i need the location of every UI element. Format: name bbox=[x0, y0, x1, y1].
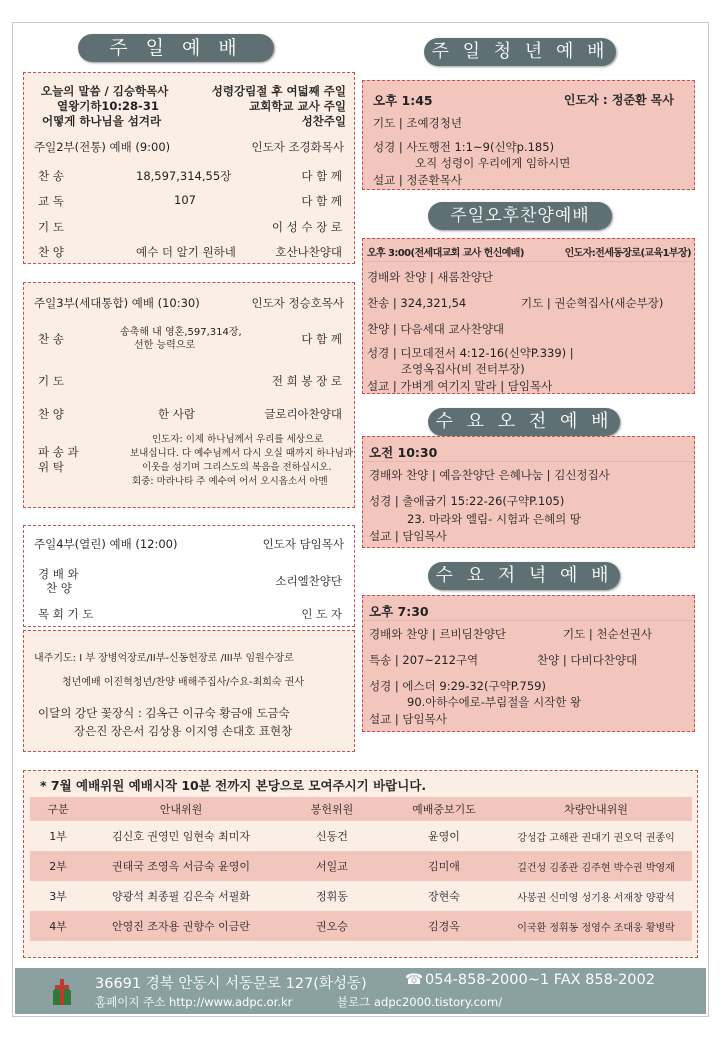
duty-header-guide: 안내위원 bbox=[86, 797, 276, 821]
part2-hymn-value: 18,597,314,55장 bbox=[136, 169, 232, 183]
part3-mission-line-1: 인도자: 이제 하나님께서 우리를 세상으로 bbox=[152, 434, 324, 445]
duty-cell: 서일교 bbox=[276, 851, 388, 881]
part4-prayer-label: 목 회 기 도 bbox=[38, 607, 94, 621]
part4-leader: 인도자 담임목사 bbox=[262, 537, 344, 551]
wed-am-time: 오전 10:30 bbox=[369, 445, 438, 460]
footer-blog[interactable]: 블로그 adpc2000.tistory.com/ bbox=[337, 995, 503, 1009]
part4-box bbox=[23, 525, 355, 627]
afternoon-prayer: 기도 | 권순혁집사(새순부장) bbox=[521, 296, 664, 310]
duty-cell: 이국환 정휘동 정영수 조대웅 황병락 bbox=[500, 911, 692, 941]
notes-line-1: 내주기도: I 부 장병억장로/II부-신동헌장로 /III부 임원수장로 bbox=[34, 653, 294, 664]
part3-praise-label: 찬 양 bbox=[38, 407, 64, 421]
footer bbox=[15, 968, 706, 1014]
duty-cell: 양광석 최종필 김은숙 서필화 bbox=[86, 881, 276, 911]
sunday-service-title: 주 일 예 배 bbox=[78, 34, 274, 62]
part2-praise-who: 호산나찬양대 bbox=[275, 245, 342, 259]
youth-scripture-1: 성경 | 사도행전 1:1~9(신약p.185) bbox=[373, 140, 555, 154]
wed-evening-title: 수 요 저 녁 예 배 bbox=[428, 562, 620, 590]
sunday-note-3: 성찬주일 bbox=[301, 114, 346, 128]
part4-praise-who: 소리엘찬양단 bbox=[275, 574, 342, 588]
duty-cell: 사봉권 신미영 성기용 서재창 양광석 bbox=[500, 881, 692, 911]
sermon-label: 오늘의 말씀 / 김승학목사 bbox=[41, 84, 169, 98]
wed-morning-box bbox=[362, 436, 695, 548]
afternoon-praise: 경배와 찬양 | 새롬찬양단 bbox=[367, 270, 493, 284]
wed-pm-prayer: 기도 | 천순선권사 bbox=[563, 627, 652, 641]
afternoon-scripture-1: 성경 | 디모데전서 4:12-16(신약P.339) | bbox=[367, 346, 574, 360]
wed-pm-time: 오후 7:30 bbox=[369, 604, 429, 619]
part2-hymn-who: 다 함 께 bbox=[301, 169, 342, 183]
wed-pm-special: 특송 | 207~212구역 bbox=[369, 653, 479, 667]
afternoon-choir: 찬양 | 다음세대 교사찬양대 bbox=[367, 322, 505, 336]
afternoon-scripture-2: 조영옥집사(비 전터부장) bbox=[401, 362, 525, 376]
duty-header-row bbox=[30, 797, 692, 821]
afternoon-service-title: 주일오후찬양예배 bbox=[428, 202, 612, 230]
wed-evening-box bbox=[362, 595, 695, 732]
phone-icon: ☎ bbox=[405, 972, 424, 988]
duty-cell: 장현숙 bbox=[388, 881, 500, 911]
duty-cell: 김미애 bbox=[388, 851, 500, 881]
afternoon-leader: 인도자:전세동장로(교육1부장) bbox=[564, 248, 691, 259]
sermon-passage: 열왕기하10:28-31 bbox=[57, 99, 159, 113]
sunday-note-2: 교회학교 교사 주일 bbox=[249, 99, 346, 113]
part2-praise-value: 예수 더 알기 원하네 bbox=[136, 245, 236, 259]
part3-mission-line-3: 이웃을 섬기며 그리스도의 복음을 전하십시오. bbox=[142, 462, 332, 473]
wed-am-scripture-1: 성경 | 출애굽기 15:22-26(구약P.105) bbox=[369, 494, 565, 508]
table-row bbox=[30, 851, 692, 881]
part4-prayer-who: 인 도 자 bbox=[301, 607, 342, 621]
youth-scripture-2: 오직 성령이 우리에게 임하시면 bbox=[415, 156, 571, 170]
afternoon-header: 오후 3:00(전세대교회 교사 헌신예배) bbox=[367, 248, 524, 259]
part3-header: 주일3부(세대통합) 예배 (10:30) bbox=[34, 296, 200, 310]
part3-prayer-label: 기 도 bbox=[38, 374, 64, 388]
wed-pm-scripture-1: 성경 | 에스더 9:29-32(구약P.759) bbox=[369, 679, 546, 693]
youth-service-title: 주 일 청 년 예 배 bbox=[424, 38, 616, 66]
duty-header-part: 구분 bbox=[30, 797, 86, 821]
footer-phone: 054-858-2000~1 FAX 858-2002 bbox=[425, 972, 655, 988]
youth-leader: 인도자 : 정준환 목사 bbox=[563, 93, 674, 107]
youth-time: 오후 1:45 bbox=[373, 93, 433, 108]
part3-hymn-value-1: 송축해 내 영혼,597,314장, bbox=[120, 327, 242, 338]
duty-cell: 강성갑 고해관 권대기 권오덕 권종익 bbox=[500, 821, 692, 851]
part2-leader: 인도자 조경화목사 bbox=[251, 140, 344, 154]
table-row bbox=[30, 881, 692, 911]
part3-mission-label-2: 위 탁 bbox=[38, 460, 64, 474]
part3-box bbox=[23, 282, 355, 508]
church-cross-logo bbox=[49, 977, 75, 1011]
part3-hymn-who: 다 함 께 bbox=[301, 332, 342, 346]
part2-reading-label: 교 독 bbox=[38, 194, 64, 208]
duty-cell: 2부 bbox=[30, 851, 86, 881]
part3-praise-value: 한 사람 bbox=[158, 407, 195, 421]
afternoon-box bbox=[362, 238, 695, 394]
duty-cell: 김신호 권영민 임현숙 최미자 bbox=[86, 821, 276, 851]
duty-cell: 4부 bbox=[30, 911, 86, 941]
youth-sermon: 설교 | 정준환목사 bbox=[373, 173, 462, 187]
duty-cell: 윤영이 bbox=[388, 821, 500, 851]
afternoon-divider bbox=[363, 261, 694, 262]
notes-line-3: 이달의 강단 꽃장식 : 김옥근 이규숙 황금애 도금숙 bbox=[38, 706, 290, 720]
part3-mission-line-2: 보내십니다. 다 예수님께서 다시 오실 때까지 하나님과 bbox=[130, 448, 354, 459]
footer-homepage[interactable]: 홈페이지 주소 http://www.adpc.or.kr bbox=[95, 995, 293, 1009]
duty-cell: 권오승 bbox=[276, 911, 388, 941]
youth-box bbox=[362, 80, 695, 190]
part3-prayer-who: 전 희 봉 장 로 bbox=[271, 374, 342, 388]
duty-cell: 3부 bbox=[30, 881, 86, 911]
wed-pm-scripture-2: 90.아하수에로-부림절을 시작한 왕 bbox=[407, 695, 582, 709]
duty-cell: 정휘동 bbox=[276, 881, 388, 911]
duty-header-parking: 차량안내위원 bbox=[500, 797, 692, 821]
duty-cell: 1부 bbox=[30, 821, 86, 851]
part4-praise-label-1: 경 배 와 bbox=[38, 567, 79, 581]
notes-line-2: 청년예배 이진혁청년/찬양 배해주집사/수요-최희숙 권사 bbox=[62, 677, 305, 688]
afternoon-hymn: 찬송 | 324,321,54 bbox=[367, 296, 467, 310]
part3-praise-who: 글로리아찬양대 bbox=[264, 407, 342, 421]
duty-title: * 7월 예배위원 예배시작 10분 전까지 본당으로 모여주시기 바랍니다. bbox=[40, 778, 427, 793]
wed-am-praise: 경배와 찬양 | 예음찬양단 은혜나눔 | 김신정집사 bbox=[369, 468, 610, 482]
part4-header: 주일4부(열린) 예배 (12:00) bbox=[34, 537, 178, 551]
part2-prayer-who: 이 성 수 장 로 bbox=[271, 220, 342, 234]
wed-pm-divider bbox=[363, 620, 694, 621]
duty-header-offering: 봉헌위원 bbox=[276, 797, 388, 821]
duty-cell: 길건성 김종관 김주현 박수권 박영재 bbox=[500, 851, 692, 881]
wed-am-sermon: 설교 | 담임목사 bbox=[369, 529, 447, 543]
wed-am-divider bbox=[363, 461, 694, 462]
duty-cell: 신동건 bbox=[276, 821, 388, 851]
part3-hymn-value-2: 선한 능력으로 bbox=[134, 340, 196, 351]
part2-prayer-label: 기 도 bbox=[38, 220, 64, 234]
sermon-title: 어떻게 하나님을 섬겨라 bbox=[42, 114, 162, 128]
duty-table bbox=[30, 797, 692, 941]
duty-header-prayer: 예배중보기도 bbox=[388, 797, 500, 821]
afternoon-sermon: 설교 | 가벼게 여기지 말라 | 담임목사 bbox=[367, 379, 553, 393]
sunday-note-1: 성령강림절 후 여덟째 주일 bbox=[211, 84, 346, 98]
youth-prayer: 기도 | 조예경청년 bbox=[373, 116, 462, 130]
part4-praise-label-2: 찬 양 bbox=[46, 581, 72, 595]
table-row bbox=[30, 911, 692, 941]
part2-reading-value: 107 bbox=[174, 193, 196, 207]
duty-cell: 김경옥 bbox=[388, 911, 500, 941]
part2-praise-label: 찬 양 bbox=[38, 245, 64, 259]
part2-header: 주일2부(전통) 예배 (9:00) bbox=[34, 140, 171, 154]
wed-pm-sermon: 설교 | 담임목사 bbox=[369, 712, 447, 726]
table-row bbox=[30, 821, 692, 851]
notes-line-4: 장은진 장은서 김상용 이지영 손대호 표현창 bbox=[74, 724, 293, 738]
wed-pm-praise: 경배와 찬양 | 르비딤찬양단 bbox=[369, 627, 507, 641]
duty-cell: 안영진 조자용 권향수 이금란 bbox=[86, 911, 276, 941]
wed-pm-choir: 찬양 | 다비다찬양대 bbox=[537, 653, 638, 667]
duty-box bbox=[23, 770, 698, 958]
wed-morning-title: 수 요 오 전 예 배 bbox=[428, 408, 620, 436]
part3-mission-label-1: 파 송 과 bbox=[38, 445, 79, 459]
wed-am-scripture-2: 23. 마라와 엘림- 시험과 은혜의 땅 bbox=[407, 512, 582, 526]
notes-box bbox=[23, 630, 355, 752]
footer-address: 36691 경북 안동시 서동문로 127(화성동) bbox=[95, 976, 367, 992]
duty-cell: 권태국 조영옥 서금숙 윤영이 bbox=[86, 851, 276, 881]
part3-leader: 인도자 정승호목사 bbox=[251, 296, 344, 310]
part3-mission-line-4: 회중: 마라나타 주 예수여 어서 오시옵소서 아멘 bbox=[132, 476, 328, 487]
part2-hymn-label: 찬 송 bbox=[38, 169, 64, 183]
intro-and-part2-box bbox=[23, 72, 355, 264]
part3-hymn-label: 찬 송 bbox=[38, 332, 64, 346]
part2-reading-who: 다 함 께 bbox=[301, 194, 342, 208]
